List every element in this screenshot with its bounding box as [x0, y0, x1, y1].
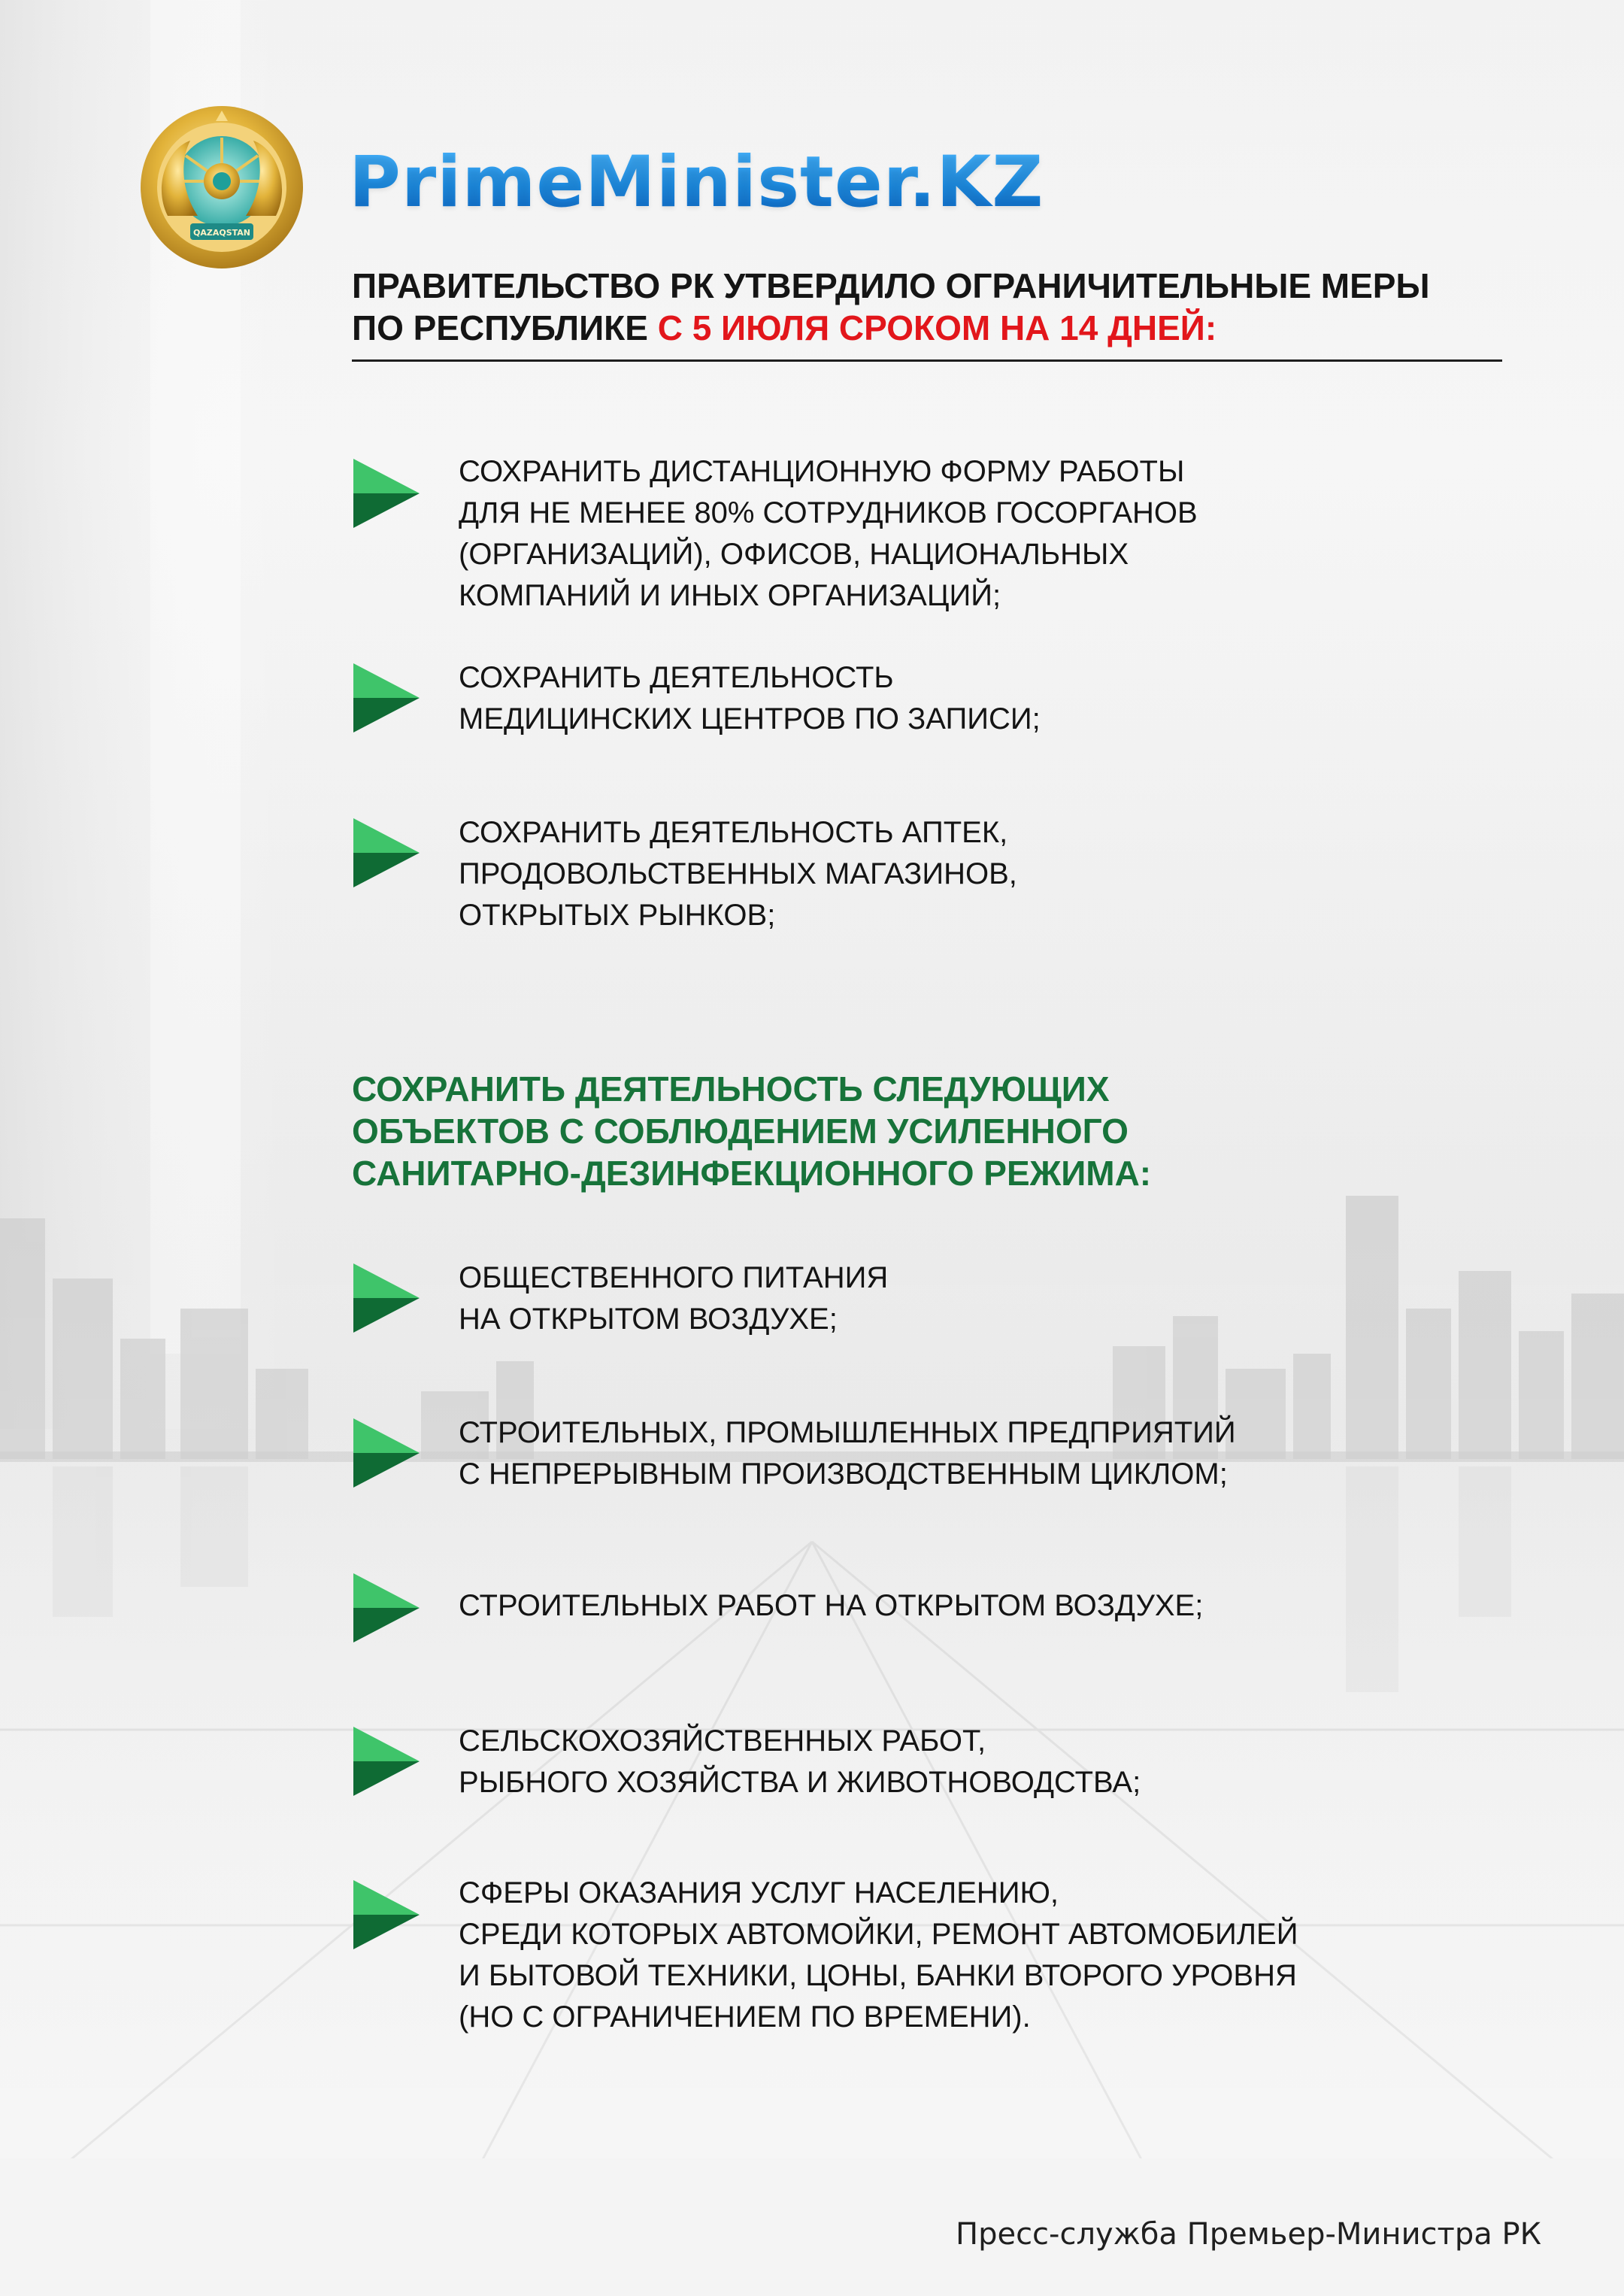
headline-text: ПО РЕСПУБЛИКЕ — [352, 308, 658, 347]
state-emblem-icon — [138, 103, 306, 271]
play-arrow-icon — [350, 1570, 423, 1645]
play-arrow-icon — [350, 660, 423, 736]
facility-text: СТРОИТЕЛЬНЫХ РАБОТ НА ОТКРЫТОМ ВОЗДУХЕ; — [459, 1589, 1204, 1622]
emblem-text: QAZAQSTAN — [193, 228, 250, 238]
play-arrow-icon — [350, 1724, 423, 1799]
press-service-credit: Пресс-служба Премьер-Министра РК — [955, 2217, 1541, 2252]
facility-text: СЕЛЬСКОХОЗЯЙСТВЕННЫХ РАБОТ, РЫБНОГО ХОЗЯЙСТВА И ЖИВОТНОВОДСТВА; — [459, 1724, 1141, 1799]
headline-line-1: ПРАВИТЕЛЬСТВО РК УТВЕРДИЛО ОГРАНИЧИТЕЛЬНЫЕ МЕРЫ — [352, 266, 1430, 305]
facility-text: ОБЩЕСТВЕННОГО ПИТАНИЯ НА ОТКРЫТОМ ВОЗДУХЕ; — [459, 1261, 889, 1336]
headline — [352, 265, 1525, 349]
headline-line-2 — [352, 307, 1525, 349]
section-title: СОХРАНИТЬ ДЕЯТЕЛЬНОСТЬ СЛЕДУЮЩИХ ОБЪЕКТОВ С СОБЛЮДЕНИЕМ УСИЛЕННОГО САНИТАРНО-ДЕЗИНФЕКЦИОННОГО РЕЖИМА: — [352, 1069, 1152, 1193]
measure-text: СОХРАНИТЬ ДЕЯТЕЛЬНОСТЬ МЕДИЦИНСКИХ ЦЕНТРОВ ПО ЗАПИСИ; — [459, 661, 1041, 736]
site-title: PrimeMinister.KZ — [349, 141, 1044, 223]
facility-text: СФЕРЫ ОКАЗАНИЯ УСЛУГ НАСЕЛЕНИЮ, СРЕДИ КОТОРЫХ АВТОМОЙКИ, РЕМОНТ АВТОМОБИЛЕЙ И БЫТОВОЙ ТЕХНИКИ, ЦОНЫ, БАНКИ ВТОРОГО УРОВНЯ (НО С ОГРАНИЧЕНИЕМ ПО ВРЕМЕНИ). — [459, 1876, 1298, 2034]
headline-divider — [352, 359, 1502, 362]
play-arrow-icon — [350, 1877, 423, 1952]
facility-text: СТРОИТЕЛЬНЫХ, ПРОМЫШЛЕННЫХ ПРЕДПРИЯТИЙ С НЕПРЕРЫВНЫМ ПРОИЗВОДСТВЕННЫМ ЦИКЛОМ; — [459, 1416, 1236, 1491]
play-arrow-icon — [350, 456, 423, 531]
measure-text: СОХРАНИТЬ ДЕЯТЕЛЬНОСТЬ АПТЕК, ПРОДОВОЛЬСТВЕННЫХ МАГАЗИНОВ, ОТКРЫТЫХ РЫНКОВ; — [459, 816, 1017, 932]
measure-text: СОХРАНИТЬ ДИСТАНЦИОННУЮ ФОРМУ РАБОТЫ ДЛЯ НЕ МЕНЕЕ 80% СОТРУДНИКОВ ГОСОРГАНОВ (ОРГАНИЗАЦИЙ), ОФИСОВ, НАЦИОНАЛЬНЫХ КОМПАНИЙ И ИНЫХ ОРГАНИЗАЦИЙ; — [459, 455, 1198, 612]
play-arrow-icon — [350, 815, 423, 890]
headline-date-highlight: С 5 ИЮЛЯ СРОКОМ НА 14 ДНЕЙ: — [657, 308, 1217, 347]
play-arrow-icon — [350, 1260, 423, 1336]
play-arrow-icon — [350, 1415, 423, 1491]
